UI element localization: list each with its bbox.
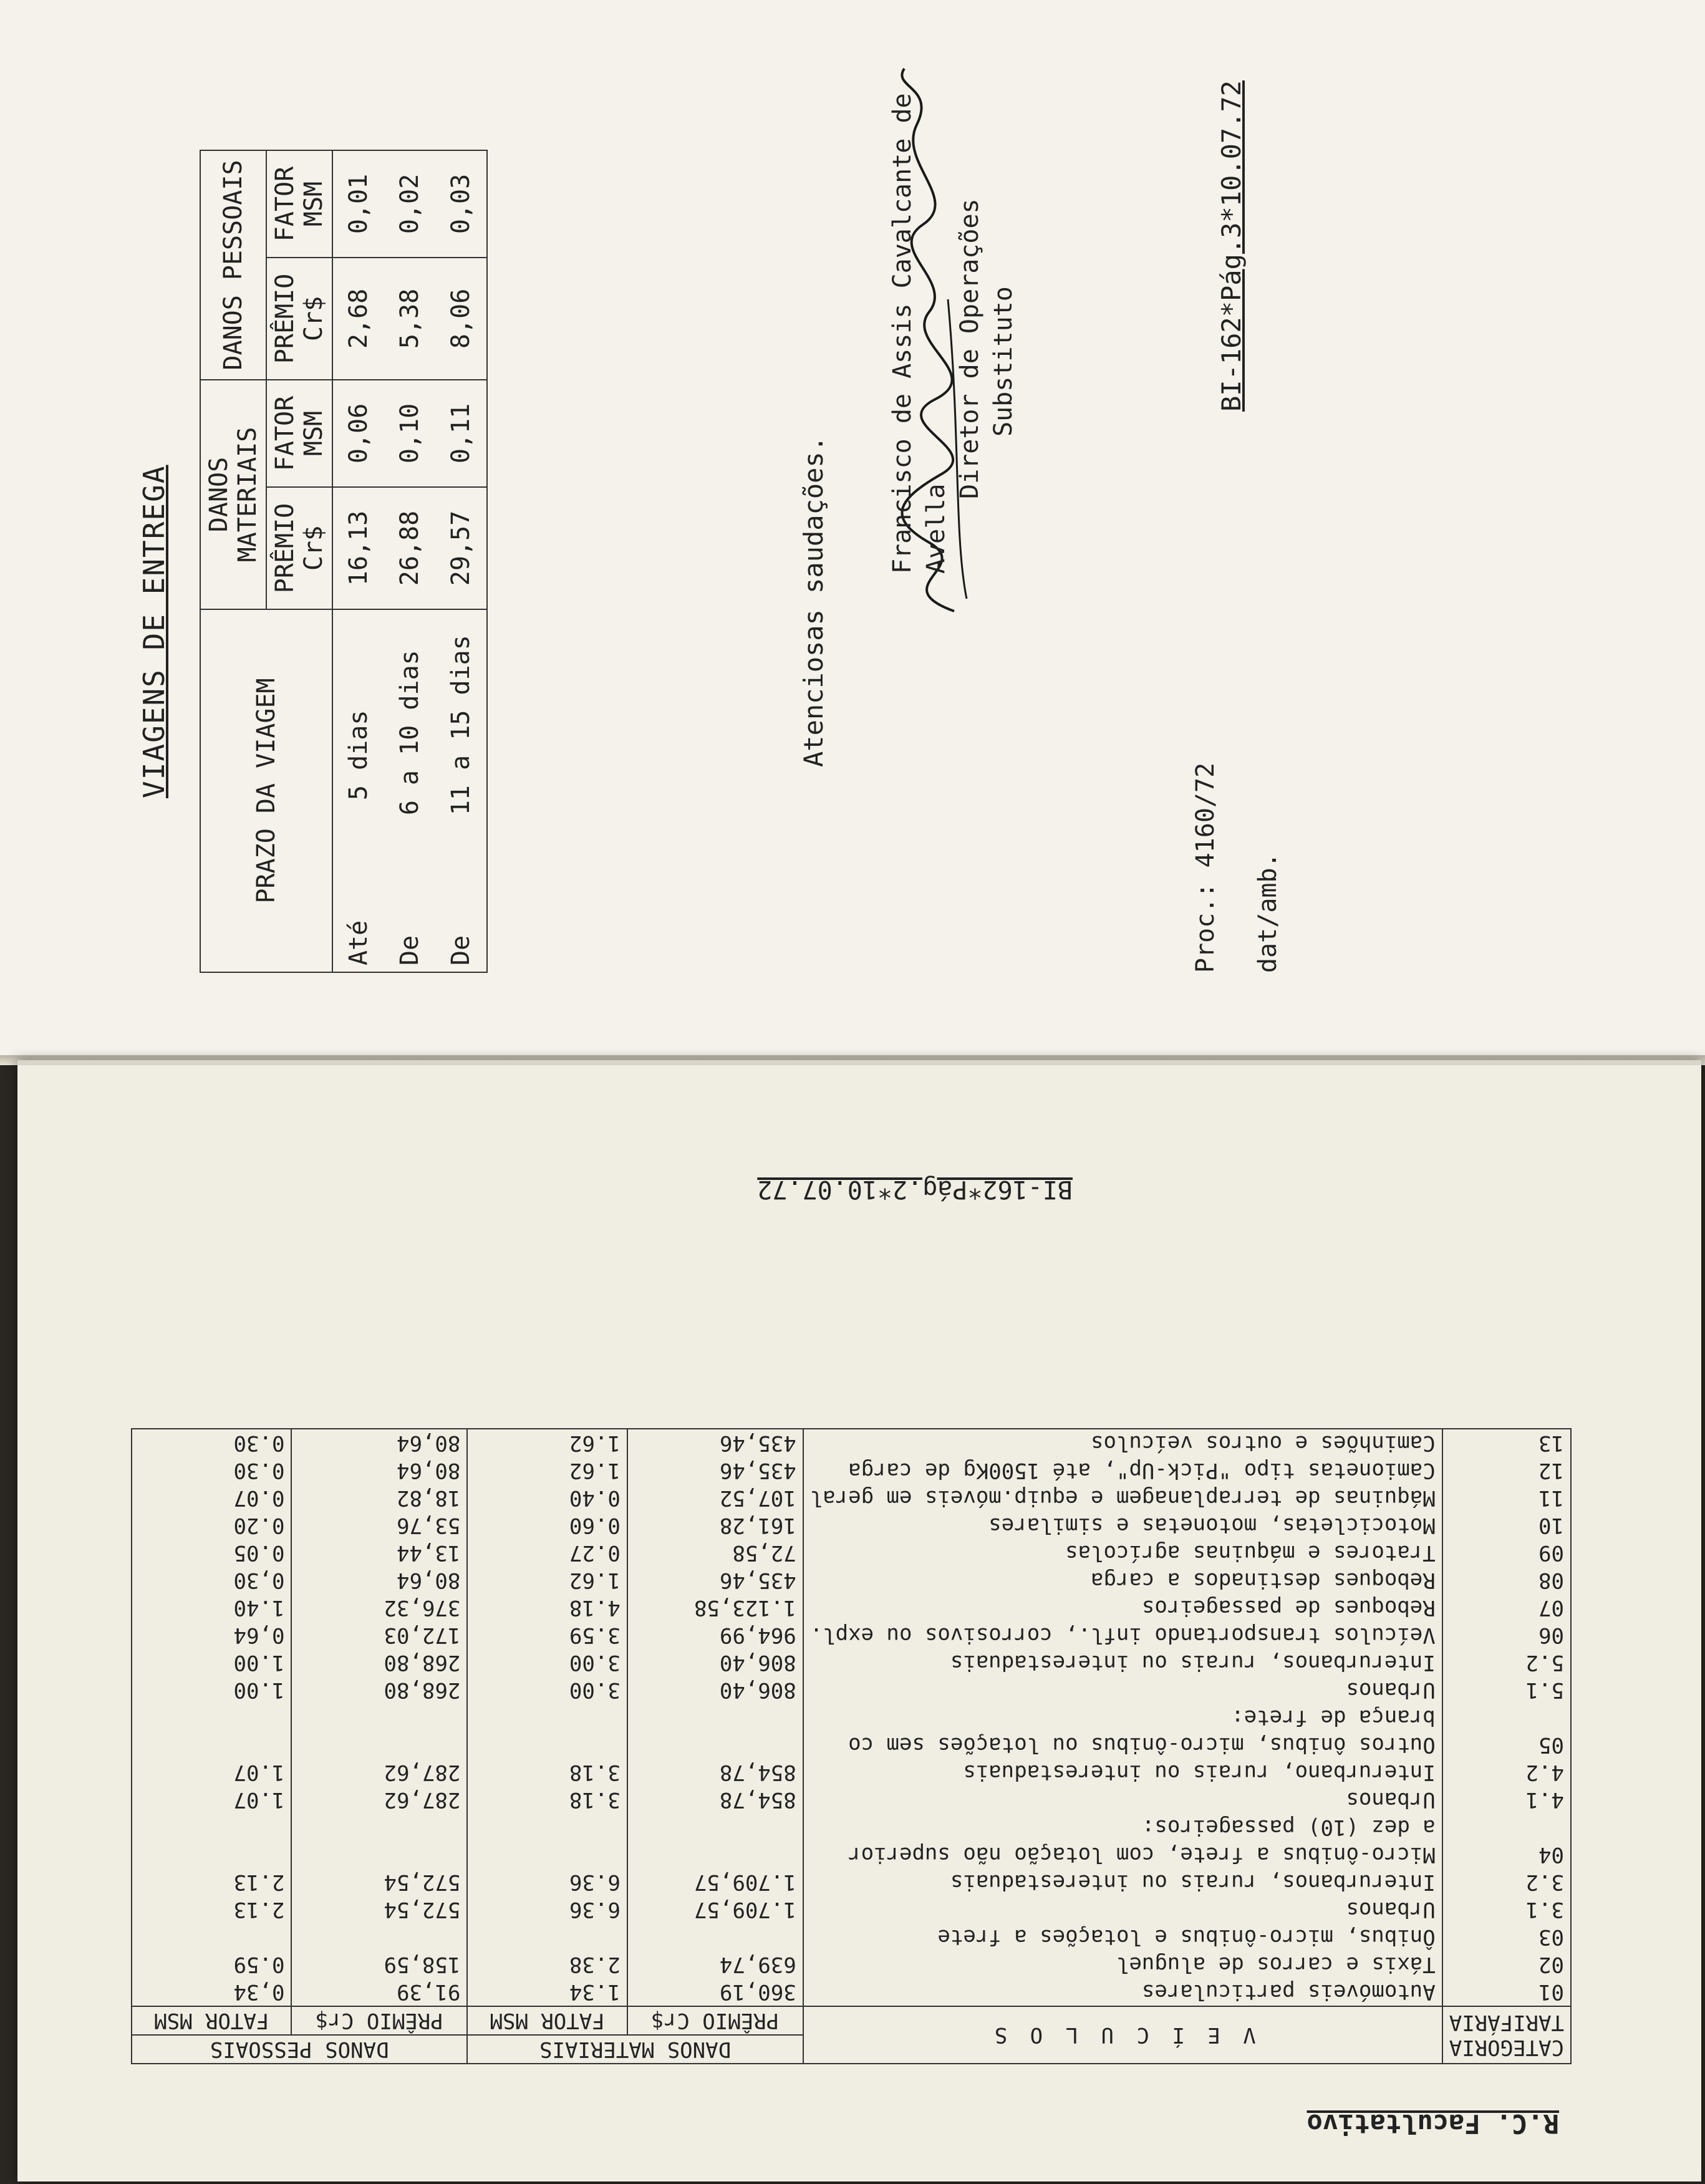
bottom-page-content [25, 1079, 1584, 2158]
pes-premio: 158,59 [291, 1951, 467, 1978]
categoria-cell: 05 [1442, 1731, 1571, 1759]
pes-fator: 0,02 [384, 150, 435, 258]
col-categoria: CATEGORIA TARIFÁRIA [1442, 2006, 1571, 2064]
pes-premio: 80,64 [291, 1429, 467, 1457]
section-header: R.C. Facultativo [1307, 2109, 1559, 2139]
pes-fator: 0,30 [132, 1567, 291, 1594]
table-row [132, 1484, 1571, 1512]
veiculo-desc: Reboques de passageiros [803, 1594, 1442, 1621]
mat-fator [467, 1704, 627, 1731]
mat-fator [467, 1923, 627, 1951]
table-row [132, 1594, 1571, 1621]
mat-premio: 964,99 [627, 1621, 803, 1649]
col-premio: PRÊMIO Cr$ [266, 258, 332, 380]
pes-fator: 1.07 [132, 1759, 291, 1786]
veiculo-desc: Urbanos [803, 1786, 1442, 1814]
table-row [132, 1923, 1571, 1951]
veiculo-desc: Interurbano, rurais ou interestaduais [803, 1759, 1442, 1786]
categoria-cell: 03 [1442, 1923, 1571, 1951]
pes-premio: 287,62 [291, 1786, 467, 1814]
mat-premio: 435,46 [627, 1429, 803, 1457]
pes-premio: 8,06 [435, 258, 487, 380]
pes-fator: 1.40 [132, 1594, 291, 1621]
signer-name: Francisco de Assis Cavalcante de Avella [888, 93, 950, 574]
categoria-cell: 04 [1442, 1841, 1571, 1868]
mat-fator: 6.36 [467, 1896, 627, 1923]
pes-fator: 1.00 [132, 1676, 291, 1704]
table-row [132, 1896, 1571, 1923]
mat-fator: 1.62 [467, 1429, 627, 1457]
pes-premio: 2,68 [332, 258, 384, 380]
signer-sub: Substituto [989, 286, 1018, 437]
mat-fator: 2.38 [467, 1951, 627, 1978]
mat-fator: 3.00 [467, 1676, 627, 1704]
mat-fator: 0,06 [332, 380, 384, 487]
page-title: VIAGENS DE ENTREGA [137, 465, 171, 798]
table-row [132, 1814, 1571, 1841]
veiculo-desc: Ônibus, micro-ônibus e lotações a frete [803, 1923, 1442, 1951]
col-fator: FATOR MSM [132, 2006, 291, 2035]
categoria-cell: 06 [1442, 1621, 1571, 1649]
veiculo-desc: Tratores e máquinas agrícolas [803, 1539, 1442, 1567]
group-danos-materiais: DANOS MATERIAIS [200, 380, 266, 609]
group-danos-materiais: DANOS MATERIAIS [467, 2035, 803, 2064]
categoria-cell: 02 [1442, 1951, 1571, 1978]
mat-premio: 107,52 [627, 1484, 803, 1512]
pes-fator: 1.00 [132, 1649, 291, 1676]
col-veiculos: V E Í C U L O S [803, 2006, 1442, 2064]
veiculo-desc: Automóveis particulares [803, 1978, 1442, 2006]
veiculo-desc: Interurbanos, rurais ou interestaduais [803, 1868, 1442, 1896]
table-row [132, 1457, 1571, 1484]
mat-fator: 3.18 [467, 1759, 627, 1786]
mat-premio: 1.709,57 [627, 1868, 803, 1896]
categoria-cell: 13 [1442, 1429, 1571, 1457]
veiculo-desc: Camionetas tipo "Pick-Up", até 1500Kg de carga [803, 1457, 1442, 1484]
mat-fator: 0.60 [467, 1512, 627, 1539]
categoria-cell: 11 [1442, 1484, 1571, 1512]
pes-fator: 0.59 [132, 1951, 291, 1978]
col-premio: PRÊMIO Cr$ [291, 2006, 467, 2035]
categoria-cell: 3.1 [1442, 1896, 1571, 1923]
col-premio: PRÊMIO Cr$ [627, 2006, 803, 2035]
table-row [132, 1786, 1571, 1814]
process-number: Proc.: 4160/72 [1191, 762, 1220, 973]
mat-fator: 0,10 [384, 380, 435, 487]
col-fator: FATOR MSM [266, 380, 332, 487]
pes-fator [132, 1704, 291, 1731]
veiculo-desc: Reboques destinados a carga [803, 1567, 1442, 1594]
pes-premio: 268,80 [291, 1649, 467, 1676]
mat-premio: 435,46 [627, 1567, 803, 1594]
pes-fator: 1.07 [132, 1786, 291, 1814]
table-row [132, 1868, 1571, 1896]
table-row [132, 1951, 1571, 1978]
pes-premio: 53,76 [291, 1512, 467, 1539]
mat-premio [627, 1814, 803, 1841]
table-row [132, 1841, 1571, 1868]
mat-premio: 161,28 [627, 1512, 803, 1539]
mat-premio [627, 1923, 803, 1951]
mat-fator: 0.40 [467, 1484, 627, 1512]
table-row [384, 150, 435, 972]
veiculos-body [132, 1429, 1571, 2006]
mat-premio: 1.123,58 [627, 1594, 803, 1621]
categoria-cell [1442, 1814, 1571, 1841]
pes-fator [132, 1841, 291, 1868]
mat-premio: 29,57 [435, 487, 487, 609]
categoria-cell: 09 [1442, 1539, 1571, 1567]
mat-fator: 1.62 [467, 1457, 627, 1484]
mat-fator: 1.34 [467, 1978, 627, 2006]
pes-fator: 0,01 [332, 150, 384, 258]
mat-premio: 806,40 [627, 1676, 803, 1704]
pes-fator: 0.30 [132, 1457, 291, 1484]
mat-premio [627, 1704, 803, 1731]
veiculo-desc: Interurbanos, rurais ou interestaduais [803, 1649, 1442, 1676]
veiculo-desc: a dez (10) passageiros: [803, 1814, 1442, 1841]
categoria-cell: 10 [1442, 1512, 1571, 1539]
table-row [132, 1539, 1571, 1567]
veiculo-desc: brança de frete: [803, 1704, 1442, 1731]
table-row [132, 1429, 1571, 1457]
mat-fator [467, 1731, 627, 1759]
pes-premio: 18,82 [291, 1484, 467, 1512]
typist-initials: dat/amb. [1253, 853, 1282, 973]
pes-fator [132, 1731, 291, 1759]
veiculo-desc: Outros ônibus, micro-ônibus ou lotações sem co [803, 1731, 1442, 1759]
entrega-table [200, 150, 488, 973]
pes-premio [291, 1841, 467, 1868]
mat-premio [627, 1731, 803, 1759]
col-premio: PRÊMIO Cr$ [266, 487, 332, 609]
mat-fator [467, 1841, 627, 1868]
veiculo-desc: Motocicletas, motonetas e similares [803, 1512, 1442, 1539]
col-fator: FATOR MSM [266, 150, 332, 258]
pes-premio: 13,44 [291, 1539, 467, 1567]
pes-premio: 80,64 [291, 1567, 467, 1594]
pes-premio [291, 1923, 467, 1951]
categoria-cell: 4.2 [1442, 1759, 1571, 1786]
mat-fator: 1.62 [467, 1567, 627, 1594]
table-row [132, 1731, 1571, 1759]
categoria-cell: 5.1 [1442, 1676, 1571, 1704]
mat-fator: 3.59 [467, 1621, 627, 1649]
categoria-cell: 4.1 [1442, 1786, 1571, 1814]
mat-premio: 639,74 [627, 1951, 803, 1978]
table-row [435, 150, 487, 972]
mat-fator: 4.18 [467, 1594, 627, 1621]
pes-premio: 5,38 [384, 258, 435, 380]
prazo-pre: De [447, 935, 475, 965]
pes-premio [291, 1731, 467, 1759]
veiculo-desc: Urbanos [803, 1676, 1442, 1704]
pes-fator: 2.13 [132, 1868, 291, 1896]
veiculo-desc: Veículos transportando infl., corrosivos ou expl. [803, 1621, 1442, 1649]
pes-fator [132, 1923, 291, 1951]
categoria-cell [1442, 1704, 1571, 1731]
pes-fator: 0.30 [132, 1429, 291, 1457]
pes-fator: 0.05 [132, 1539, 291, 1567]
pes-fator: 2.13 [132, 1896, 291, 1923]
table-row [132, 1512, 1571, 1539]
page-reference: BI-162*Pág.2*10.07.72 [757, 1175, 1073, 1204]
mat-premio [627, 1841, 803, 1868]
veiculo-desc: Táxis e carros de aluguel [803, 1951, 1442, 1978]
categoria-cell: 07 [1442, 1594, 1571, 1621]
table-row [132, 1567, 1571, 1594]
mat-fator: 3.00 [467, 1649, 627, 1676]
table-row [132, 1676, 1571, 1704]
mat-fator: 0.27 [467, 1539, 627, 1567]
mat-premio: 806,40 [627, 1649, 803, 1676]
table-row [132, 1759, 1571, 1786]
pes-premio [291, 1814, 467, 1841]
pes-premio: 91,39 [291, 1978, 467, 2006]
mat-premio: 435,46 [627, 1457, 803, 1484]
prazo-pre: De [395, 935, 424, 965]
table-row [132, 1704, 1571, 1731]
pes-premio: 287,62 [291, 1759, 467, 1786]
categoria-cell: 01 [1442, 1978, 1571, 2006]
prazo-range: 11 a 15 dias [447, 635, 475, 816]
top-page-content [137, 62, 1447, 1060]
mat-premio: 26,88 [384, 487, 435, 609]
mat-premio: 854,78 [627, 1786, 803, 1814]
mat-premio: 16,13 [332, 487, 384, 609]
pes-fator: 0,03 [435, 150, 487, 258]
table-row [132, 1978, 1571, 2006]
mat-fator: 3.18 [467, 1786, 627, 1814]
pes-premio: 376,32 [291, 1594, 467, 1621]
pes-fator [132, 1814, 291, 1841]
col-prazo: PRAZO DA VIAGEM [200, 609, 332, 972]
mat-fator [467, 1814, 627, 1841]
pes-premio: 80,64 [291, 1457, 467, 1484]
veiculo-desc: Micro-ônibus a frete, com lotação não superior [803, 1841, 1442, 1868]
categoria-cell: 3.2 [1442, 1868, 1571, 1896]
pes-fator: 0,34 [132, 1978, 291, 2006]
veiculo-desc: Máquinas de terraplanagem e equip.móveis em geral [803, 1484, 1442, 1512]
mat-premio: 360,19 [627, 1978, 803, 2006]
signer-title: Diretor de Operações [955, 198, 984, 499]
page-reference: BI-162*Pág.3*10.07.72 [1216, 80, 1247, 412]
mat-premio: 854,78 [627, 1759, 803, 1786]
pes-premio [291, 1704, 467, 1731]
mat-fator: 0,11 [435, 380, 487, 487]
mat-premio: 72,58 [627, 1539, 803, 1567]
pes-fator: 0.20 [132, 1512, 291, 1539]
pes-premio: 572,54 [291, 1896, 467, 1923]
pes-fator: 0,64 [132, 1621, 291, 1649]
table-row [332, 150, 384, 972]
categoria-cell: 5.2 [1442, 1649, 1571, 1676]
group-danos-pessoais: DANOS PESSOAIS [200, 150, 266, 380]
group-danos-pessoais: DANOS PESSOAIS [132, 2035, 467, 2064]
prazo-range: 5 dias [344, 710, 373, 801]
prazo-range: 6 a 10 dias [395, 650, 424, 816]
pes-premio: 172,03 [291, 1621, 467, 1649]
pes-premio: 572,54 [291, 1868, 467, 1896]
salutation: Atenciosas saudações. [798, 435, 829, 767]
prazo-pre: Até [344, 920, 373, 965]
table-row [132, 1621, 1571, 1649]
veiculo-desc: Caminhões e outros veículos [803, 1429, 1442, 1457]
mat-fator: 6.36 [467, 1868, 627, 1896]
pes-fator: 0.07 [132, 1484, 291, 1512]
veiculos-table [131, 1428, 1572, 2064]
signature-block [886, 62, 1020, 574]
categoria-cell: 12 [1442, 1457, 1571, 1484]
col-fator: FATOR MSM [467, 2006, 627, 2035]
mat-premio: 1.709,57 [627, 1896, 803, 1923]
pes-premio: 268,80 [291, 1676, 467, 1704]
veiculo-desc: Urbanos [803, 1896, 1442, 1923]
categoria-cell: 08 [1442, 1567, 1571, 1594]
table-row [132, 1649, 1571, 1676]
